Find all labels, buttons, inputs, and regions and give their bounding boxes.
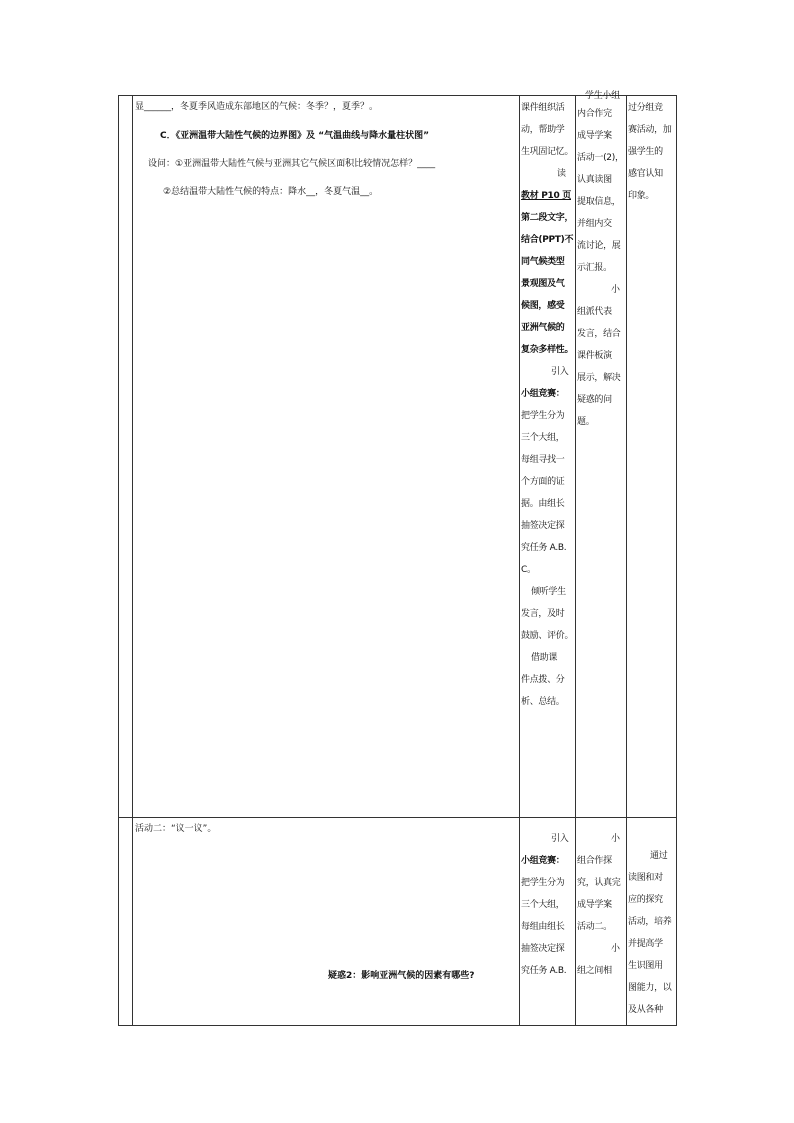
- student-line: 示汇报。: [577, 263, 612, 273]
- teacher-line: 据。由组长: [521, 499, 565, 509]
- student-line: 流讨论，展: [577, 241, 621, 251]
- row-separator: [118, 817, 676, 818]
- intent-line: 通过: [650, 851, 668, 861]
- teacher-line: 动，帮助学: [521, 125, 565, 135]
- student-line: 并组内交: [577, 219, 612, 229]
- student-line: 认真读图: [577, 175, 612, 185]
- content-line-4: ②总结温带大陆性气候的特点：降水__，冬夏气温__。: [163, 187, 379, 197]
- intent-line: 印象。: [628, 191, 655, 201]
- student-line: 提取信息，: [577, 197, 621, 207]
- teacher-line: 同气候类型: [521, 257, 565, 267]
- teacher-activity-column: [521, 97, 575, 713]
- teacher-line: 课件组织活: [521, 103, 565, 113]
- teacher-line: 三个大组，: [521, 433, 565, 443]
- intent-line: 强学生的: [628, 147, 663, 157]
- teacher-line: 究任务 A.B.: [521, 543, 567, 553]
- student-line: 发言，结合: [577, 329, 621, 339]
- content-line-1: 显______，冬夏季风造成东部地区的气候：冬季？，夏季？。: [135, 102, 379, 112]
- table-divider: [519, 95, 520, 1026]
- teacher-line: 引入: [551, 367, 569, 377]
- student-line: 展示，解决: [577, 373, 621, 383]
- teacher-line: 复杂多样性。: [521, 345, 574, 355]
- student-line: 疑惑的问: [577, 395, 612, 405]
- teacher-line: 三个大组，: [521, 900, 565, 910]
- teacher-line: 个方面的证: [521, 477, 565, 487]
- intent-line: 图能力，以: [628, 983, 672, 993]
- student-line: 成导学案: [577, 900, 612, 910]
- teacher-line: 鼓励、评价。: [521, 631, 574, 641]
- table-divider: [575, 95, 576, 1026]
- student-line: 活动一(2)，: [577, 153, 624, 163]
- student-line: 活动二。: [577, 922, 612, 932]
- intent-line: 读图和对: [628, 873, 663, 883]
- student-line: 成导学案: [577, 131, 612, 141]
- teacher-line: 每组寻找一: [521, 455, 565, 465]
- intent-line: 感官认知: [628, 169, 663, 179]
- teacher-line: 抽签决定探: [521, 521, 565, 531]
- teacher-line: 景观图及气: [521, 279, 565, 289]
- student-line: 小: [611, 285, 620, 295]
- teacher-line: 引入: [551, 834, 569, 844]
- intent-line: 过分组竞: [628, 103, 663, 113]
- teacher-line: 小组竞赛：: [521, 856, 565, 866]
- content-line-2: C．《亚洲温带大陆性气候的边界图》及 “气温曲线与降水量柱状图”: [160, 131, 430, 141]
- teacher-line: 生巩固记忆。: [521, 147, 574, 157]
- teacher-line: 结合(PPT)不: [521, 235, 574, 245]
- teacher-line: 读: [557, 169, 566, 179]
- teacher-line: 件点拨、分: [521, 675, 565, 685]
- student-line: 组之间相: [577, 966, 612, 976]
- student-line: 究，认真完: [577, 878, 621, 888]
- teacher-line: 候图，感受: [521, 301, 565, 311]
- teacher-line: 把学生分为: [521, 878, 565, 888]
- student-line: 小: [611, 944, 620, 954]
- teacher-line: 究任务 A.B.: [521, 966, 567, 976]
- student-line: 课件板演: [577, 351, 612, 361]
- student-line: 学生小组: [585, 91, 620, 101]
- teacher-line: 把学生分为: [521, 411, 565, 421]
- intent-line: 并提高学: [628, 939, 663, 949]
- teacher-line: 借助课: [531, 653, 558, 663]
- student-activity-column-2: [577, 828, 626, 982]
- teacher-line: 小组竞赛：: [521, 389, 565, 399]
- teacher-line: 第二段文字，: [521, 213, 574, 223]
- student-line: 小: [611, 834, 620, 844]
- table-divider: [132, 95, 133, 1026]
- intent-column-2: [628, 845, 675, 1021]
- student-activity-column: [577, 91, 626, 433]
- student-line: 组合作探: [577, 856, 612, 866]
- intent-line: 应的探究: [628, 895, 663, 905]
- intent-column: [628, 97, 675, 207]
- content-line-3: 设问：①亚洲温带大陆性气候与亚洲其它气候区面积比较情况怎样？____: [148, 159, 436, 169]
- student-line: 内合作完: [577, 109, 612, 119]
- teacher-line: 发言，及时: [521, 609, 565, 619]
- student-line: 题。: [577, 417, 595, 427]
- intent-line: 赛活动，加: [628, 125, 672, 135]
- intent-line: 活动，培养: [628, 917, 672, 927]
- teacher-line: 亚洲气候的: [521, 323, 565, 333]
- student-line: 组派代表: [577, 307, 612, 317]
- teacher-line: 每组由组长: [521, 922, 565, 932]
- intent-line: 及从各种: [628, 1005, 663, 1015]
- activity-two-question: 疑惑2：影响亚洲气候的因素有哪些?: [328, 971, 475, 981]
- teacher-line: 倾听学生: [531, 587, 566, 597]
- teacher-activity-column-2: [521, 828, 575, 982]
- teacher-line: 析、总结。: [521, 697, 565, 707]
- teacher-line: 抽签决定探: [521, 944, 565, 954]
- intent-line: 生识图用: [628, 961, 663, 971]
- activity-two-title: 活动二：“议一议”。: [135, 824, 217, 834]
- teacher-line: 教材 P10 页: [521, 191, 571, 201]
- table-divider: [626, 95, 627, 1026]
- teacher-line: C。: [521, 565, 536, 575]
